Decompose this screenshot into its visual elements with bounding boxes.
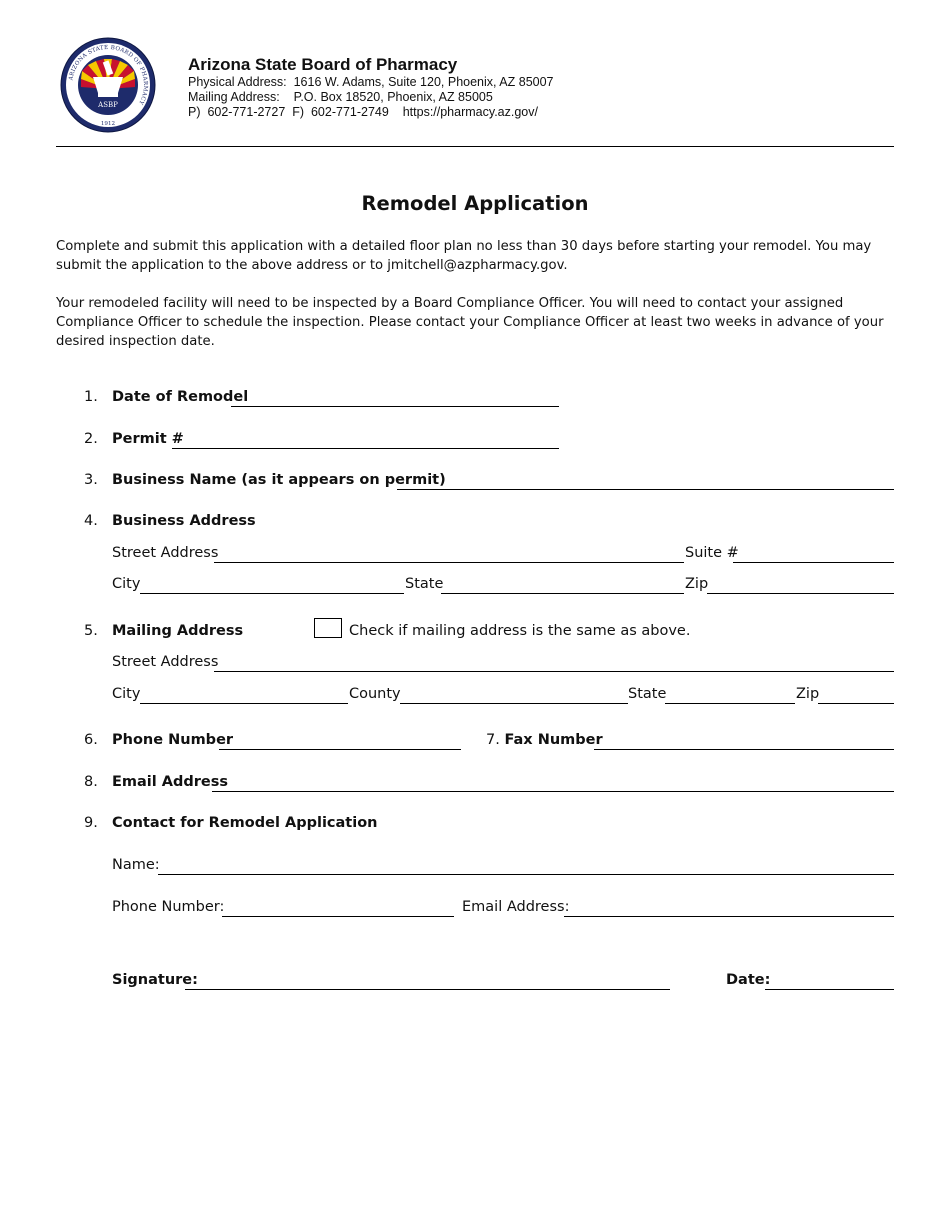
business-street-field[interactable] bbox=[214, 562, 684, 563]
email-address-field[interactable] bbox=[212, 791, 894, 792]
mailing-state-label: State bbox=[628, 686, 667, 702]
date-of-remodel-label: Date of Remodel bbox=[112, 389, 249, 405]
contact-name-field[interactable] bbox=[158, 874, 894, 875]
field-number: 4. bbox=[84, 513, 98, 529]
mailing-zip-label: Zip bbox=[796, 686, 820, 702]
same-address-checkbox[interactable] bbox=[314, 618, 342, 638]
intro-paragraph-1: Complete and submit this application with a detailed floor plan no less than 30 days before starting your remodel. You may submit the application to the above address or to jmitchell@azpharmacy.gov. bbox=[56, 239, 872, 273]
fax-number-label-group bbox=[486, 732, 603, 748]
mailing-zip-field[interactable] bbox=[818, 703, 894, 704]
same-address-checkbox-label: Check if mailing address is the same as above. bbox=[349, 623, 691, 639]
mailing-address: Mailing Address: P.O. Box 18520, Phoenix, AZ 85005 bbox=[188, 90, 493, 104]
signature-field[interactable] bbox=[185, 989, 670, 990]
contact-email-label: Email Address: bbox=[462, 899, 570, 915]
seal-year: 1912 bbox=[100, 121, 116, 127]
field-number: 1. bbox=[84, 389, 98, 405]
date-of-remodel-field[interactable] bbox=[231, 406, 559, 407]
business-city-field[interactable] bbox=[140, 593, 404, 594]
field-number: 2. bbox=[84, 431, 98, 447]
mailing-state-field[interactable] bbox=[665, 703, 795, 704]
fax-number-label: Fax Number bbox=[504, 732, 603, 748]
mailing-street-field[interactable] bbox=[214, 671, 894, 672]
business-address-label: Business Address bbox=[112, 513, 256, 529]
contact-phone-field[interactable] bbox=[222, 916, 454, 917]
mailing-county-field[interactable] bbox=[400, 703, 628, 704]
org-name: Arizona State Board of Pharmacy bbox=[188, 55, 458, 74]
phone-number-field[interactable] bbox=[219, 749, 461, 750]
mailing-county-label: County bbox=[349, 686, 401, 702]
field-number: 5. bbox=[84, 623, 98, 639]
business-zip-field[interactable] bbox=[707, 593, 894, 594]
mailing-city-field[interactable] bbox=[140, 703, 348, 704]
business-state-field[interactable] bbox=[441, 593, 684, 594]
signature-date-field[interactable] bbox=[765, 989, 894, 990]
business-suite-field[interactable] bbox=[733, 562, 894, 563]
signature-label: Signature: bbox=[112, 972, 198, 988]
signature-date-label: Date: bbox=[726, 972, 771, 988]
field-number: 7. bbox=[486, 732, 505, 748]
permit-number-field[interactable] bbox=[172, 448, 559, 449]
permit-number-label: Permit # bbox=[112, 431, 184, 447]
contact-phone-label: Phone Number: bbox=[112, 899, 225, 915]
business-name-label: Business Name (as it appears on permit) bbox=[112, 472, 446, 488]
field-number: 8. bbox=[84, 774, 98, 790]
field-number: 9. bbox=[84, 815, 98, 831]
business-suite-label: Suite # bbox=[685, 545, 739, 561]
field-number: 6. bbox=[84, 732, 98, 748]
email-address-label: Email Address bbox=[112, 774, 229, 790]
seal-ring-text: ARIZONA STATE BOARD OF PHARMACY bbox=[68, 44, 149, 106]
contact-name-label: Name: bbox=[112, 857, 160, 873]
business-name-field[interactable] bbox=[397, 489, 894, 490]
mailing-city-label: City bbox=[112, 686, 141, 702]
mailing-address-label: Mailing Address bbox=[112, 623, 244, 639]
contact-line: P) 602-771-2727 F) 602-771-2749 https://pharmacy.az.gov/ bbox=[188, 105, 538, 119]
phone-number-label: Phone Number bbox=[112, 732, 234, 748]
physical-address: Physical Address: 1616 W. Adams, Suite 120, Phoenix, AZ 85007 bbox=[188, 75, 554, 89]
business-city-label: City bbox=[112, 576, 141, 592]
contact-section-label: Contact for Remodel Application bbox=[112, 815, 378, 831]
contact-email-field[interactable] bbox=[564, 916, 894, 917]
board-seal-logo bbox=[60, 37, 156, 133]
page-title: Remodel Application bbox=[361, 192, 589, 215]
field-number: 3. bbox=[84, 472, 98, 488]
business-zip-label: Zip bbox=[685, 576, 709, 592]
fax-number-field[interactable] bbox=[594, 749, 894, 750]
header-divider bbox=[56, 146, 894, 147]
business-state-label: State bbox=[405, 576, 444, 592]
intro-paragraph-2: Your remodeled facility will need to be inspected by a Board Compliance Officer. You will need to contact your assigned Compliance Officer to schedule the inspection. Please contact your Compliance Officer at least two weeks in advance of your desired inspection date. bbox=[56, 296, 884, 349]
mailing-street-label: Street Address bbox=[112, 654, 219, 670]
seal-abbrev: ASBP bbox=[98, 101, 118, 109]
business-street-label: Street Address bbox=[112, 545, 219, 561]
